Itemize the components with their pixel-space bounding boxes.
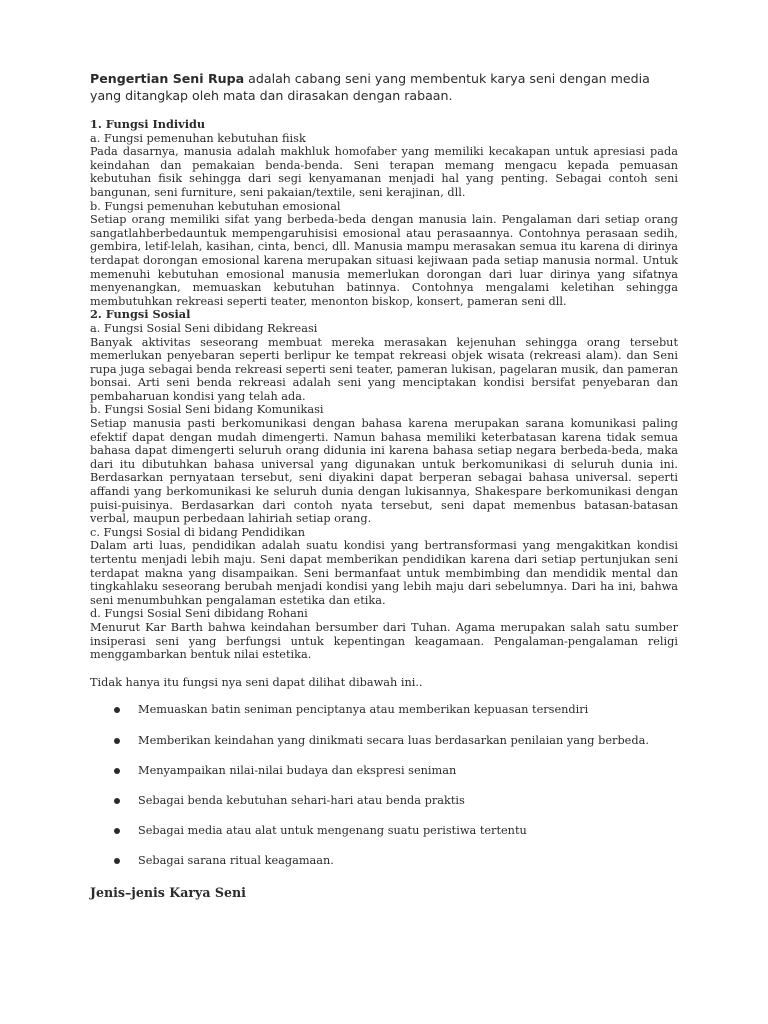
list-item-text: Memberikan keindahan yang dinikmati secara luas berdasarkan penilaian yang berbeda. (138, 733, 649, 747)
subheading-rohani: d. Fungsi Sosial Seni dibidang Rohani (90, 607, 308, 621)
paragraph-emosional: Setiap orang memiliki sifat yang berbeda-beda dengan manusia lain. Pengalaman dari setiap orang sangatlahberbedauntuk mempengaruhisisi emosional atau perasaannya. Contohnya perasaan sedih, gembira, letif-lelah, kasihan, cinta, benci, dll. Manusia mampu merasakan semua itu karena di dirinya terdapat dorongan emosional karena merupakan situasi kejiwaan pada setiap manusia normal. Untuk memenuhi kebutuhan emosional manusia memerlukan dorongan dari luar dirinya yang sifatnya menyenangkan, memuaskan kebutuhan batinnya. Contohnya mengalami keletihan sehingga membutuhkan rekreasi seperti teater, menonton biskop, konsert, pameran seni dll. (90, 213, 678, 308)
section-heading-individu: 1. Fungsi Individu (90, 117, 206, 131)
bullet-icon (114, 828, 120, 834)
intro-definition: adalah cabang seni yang membentuk karya seni dengan media yang ditangkap oleh mata dan dirasakan dengan rabaan. (90, 71, 650, 103)
document-page (90, 70, 678, 900)
list-item-text: Sebagai media atau alat untuk mengenang suatu peristiwa tertentu (138, 824, 527, 838)
section-heading-jenis-karya-seni: Jenis–jenis Karya Seni (90, 885, 246, 901)
list-item-text: Sebagai benda kebutuhan sehari-hari atau benda praktis (138, 793, 465, 807)
paragraph-fisik: Pada dasarnya, manusia adalah makhluk homofaber yang memiliki kecakapan untuk apresiasi pada keindahan dan pemakaian benda-benda. Seni terapan memang mengacu kepada pemuasan kebutuhan fisik sehingga dari segi kenyamanan menjadi hal yang penting. Sebagai contoh seni bangunan, seni furniture, seni pakaian/textile, seni kerajinan, dll. (90, 145, 678, 199)
subheading-komunikasi: b. Fungsi Sosial Seni bidang Komunikasi (90, 403, 324, 417)
list-item-text: Memuaskan batin seniman penciptanya atau memberikan kepuasan tersendiri (138, 703, 589, 717)
bullet-icon (114, 707, 120, 713)
intro-term: Pengertian Seni Rupa (90, 71, 245, 86)
list-item (90, 824, 678, 854)
bullet-icon (114, 738, 120, 744)
list-item (90, 854, 678, 884)
bullet-icon (114, 768, 120, 774)
paragraph-rekreasi: Banyak aktivitas seseorang membuat mereka merasakan kejenuhan sehingga orang tersebut memerlukan penyebaran seperti berlipur ke tempat rekreasi objek wisata (rekreasi alam). dan Seni rupa juga sebagai benda rekreasi seperti seni teater, pameran lukisan, pagelaran musik, dan pameran bonsai. Arti seni benda rekreasi adalah seni yang menciptakan kondisi bersifat penyebaran dan pembaharuan kondisi yang telah ada. (90, 335, 678, 403)
list-item (90, 703, 678, 733)
list-item (90, 734, 678, 764)
list-item-text: Sebagai sarana ritual keagamaan. (138, 854, 334, 868)
subheading-rekreasi: a. Fungsi Sosial Seni dibidang Rekreasi (90, 321, 318, 335)
paragraph-pendidikan: Dalam arti luas, pendidikan adalah suatu kondisi yang bertransformasi yang mengakitkan kondisi tertentu menjadi lebih maju. Seni dapat memberikan pendidikan karena dari setiap pertunjukan seni terdapat makna yang disampaikan. Seni bermanfaat untuk membimbing dan mendidik mental dan tingkahlaku seseorang berubah menjadi kondisi yang lebih maju dari sebelumnya. Dari ha ini, bahwa seni menumbuhkan pengalaman estetika dan etika. (90, 539, 678, 607)
document-body (90, 118, 678, 900)
bullet-icon (114, 798, 120, 804)
subheading-pendidikan: c. Fungsi Sosial di bidang Pendidikan (90, 525, 305, 539)
section-heading-sosial: 2. Fungsi Sosial (90, 307, 191, 322)
subheading-fisik: a. Fungsi pemenuhan kebutuhan fiisk (90, 131, 306, 145)
list-item (90, 794, 678, 824)
paragraph-rohani: Menurut Kar Barth bahwa keindahan bersumber dari Tuhan. Agama merupakan salah satu sumber insiperasi seni yang berfungsi untuk kepentingan keagamaan. Pengalaman-pengalaman religi menggambarkan bentuk nilai estetika. (90, 620, 678, 662)
function-bullet-list (90, 703, 678, 884)
list-item-text: Menyampaikan nilai-nilai budaya dan ekspresi seniman (138, 763, 457, 777)
list-item (90, 764, 678, 794)
bullet-lead-text: Tidak hanya itu fungsi nya seni dapat dilihat dibawah ini.. (90, 675, 423, 689)
intro-paragraph (90, 70, 678, 104)
bullet-icon (114, 858, 120, 864)
paragraph-komunikasi: Setiap manusia pasti berkomunikasi dengan bahasa karena merupakan sarana komunikasi paling efektif dapat dengan mudah dimengerti. Namun bahasa memiliki keterbatasan karena tidak semua bahasa dapat dimengerti seluruh orang didunia ini karena bahasa setiap negara berbeda-beda, maka dari itu dibutuhkan bahasa universal yang digunakan untuk berkomunikasi di seluruh dunia ini. Berdasarkan pernyataan tersebut, seni diyakini dapat berperan sebagai bahasa universal. seperti affandi yang berkomunikasi ke seluruh dunia dengan lukisannya, Shakespare berkomunikasi dengan puisi-puisinya. Berdasarkan dari contoh nyata tersebut, seni dapat memenbus batasan-batasan verbal, maupun perbedaan lahiriah setiap orang. (90, 417, 678, 526)
subheading-emosional: b. Fungsi pemenuhan kebutuhan emosional (90, 199, 341, 213)
